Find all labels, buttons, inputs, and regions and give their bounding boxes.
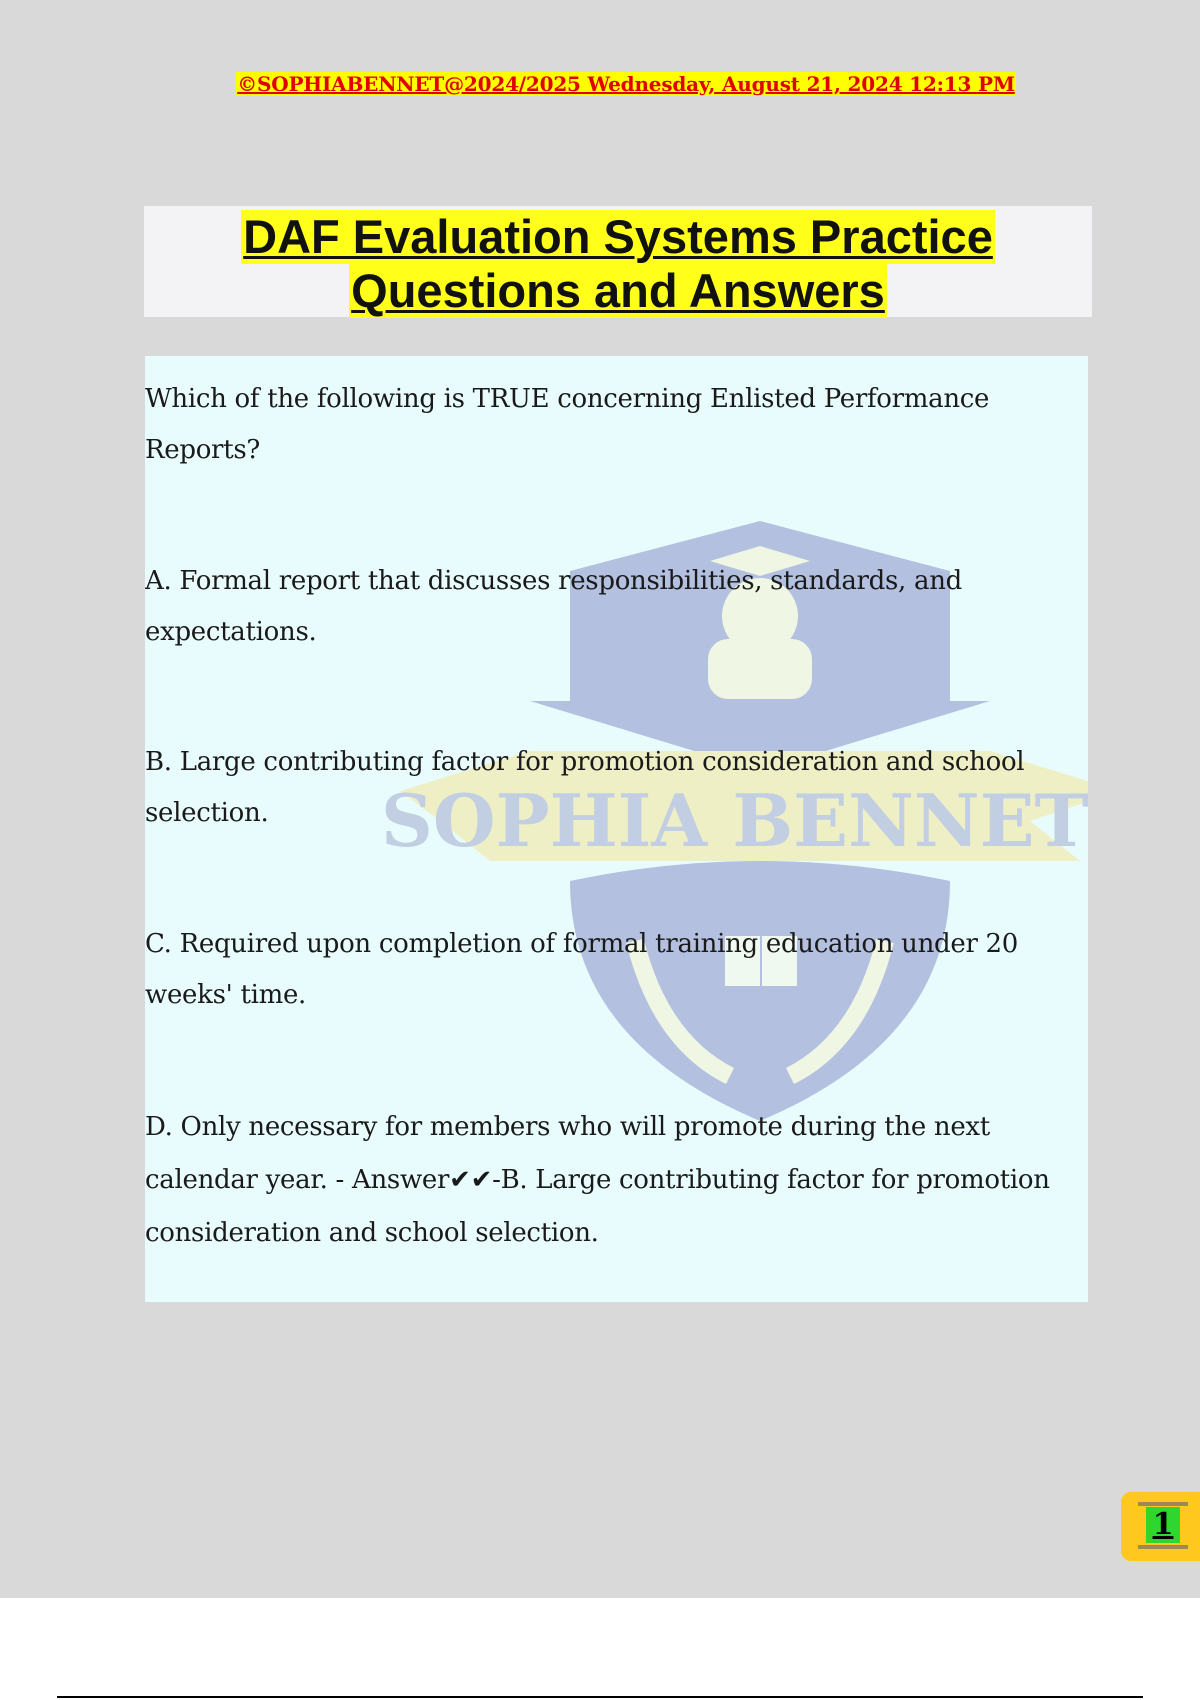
page-number-badge: [1121, 1492, 1200, 1561]
option-c: C. Required upon completion of formal training education under 20 weeks' time.: [145, 929, 1019, 1010]
page-title-part-2: Questions and Answers: [351, 264, 885, 317]
watermark-text: SOPHIA BENNETT: [380, 778, 1140, 863]
option-b: B. Large contributing factor for promotion consideration and school selection.: [145, 747, 1025, 828]
title-banner: [144, 206, 1092, 317]
title-line-1: [144, 210, 1092, 264]
footer-divider: [57, 1696, 1143, 1698]
title-line-2: [144, 264, 1092, 318]
question-text: Which of the following is TRUE concerning Enlisted Performance Reports?: [145, 384, 990, 465]
page-title-part-1: DAF Evaluation Systems Practice: [243, 210, 993, 263]
badge-top-bar: [1138, 1502, 1188, 1506]
badge-bottom-bar: [1138, 1545, 1188, 1549]
option-a: A. Formal report that discusses responsibilities, standards, and expectations.: [145, 566, 962, 647]
option-d-with-answer: D. Only necessary for members who will promote during the next calendar year. - Answer✔✔-B. Large contributing factor for promotion consideration and school selection.: [145, 1112, 1050, 1248]
copyright-stamp: [0, 72, 1200, 96]
copyright-stamp-text: ©SOPHIABENNET@2024/2025 Wednesday, August 21, 2024 12:13 PM: [237, 72, 1015, 96]
page-number: 1: [1146, 1507, 1180, 1543]
question-card: [145, 356, 1140, 1302]
